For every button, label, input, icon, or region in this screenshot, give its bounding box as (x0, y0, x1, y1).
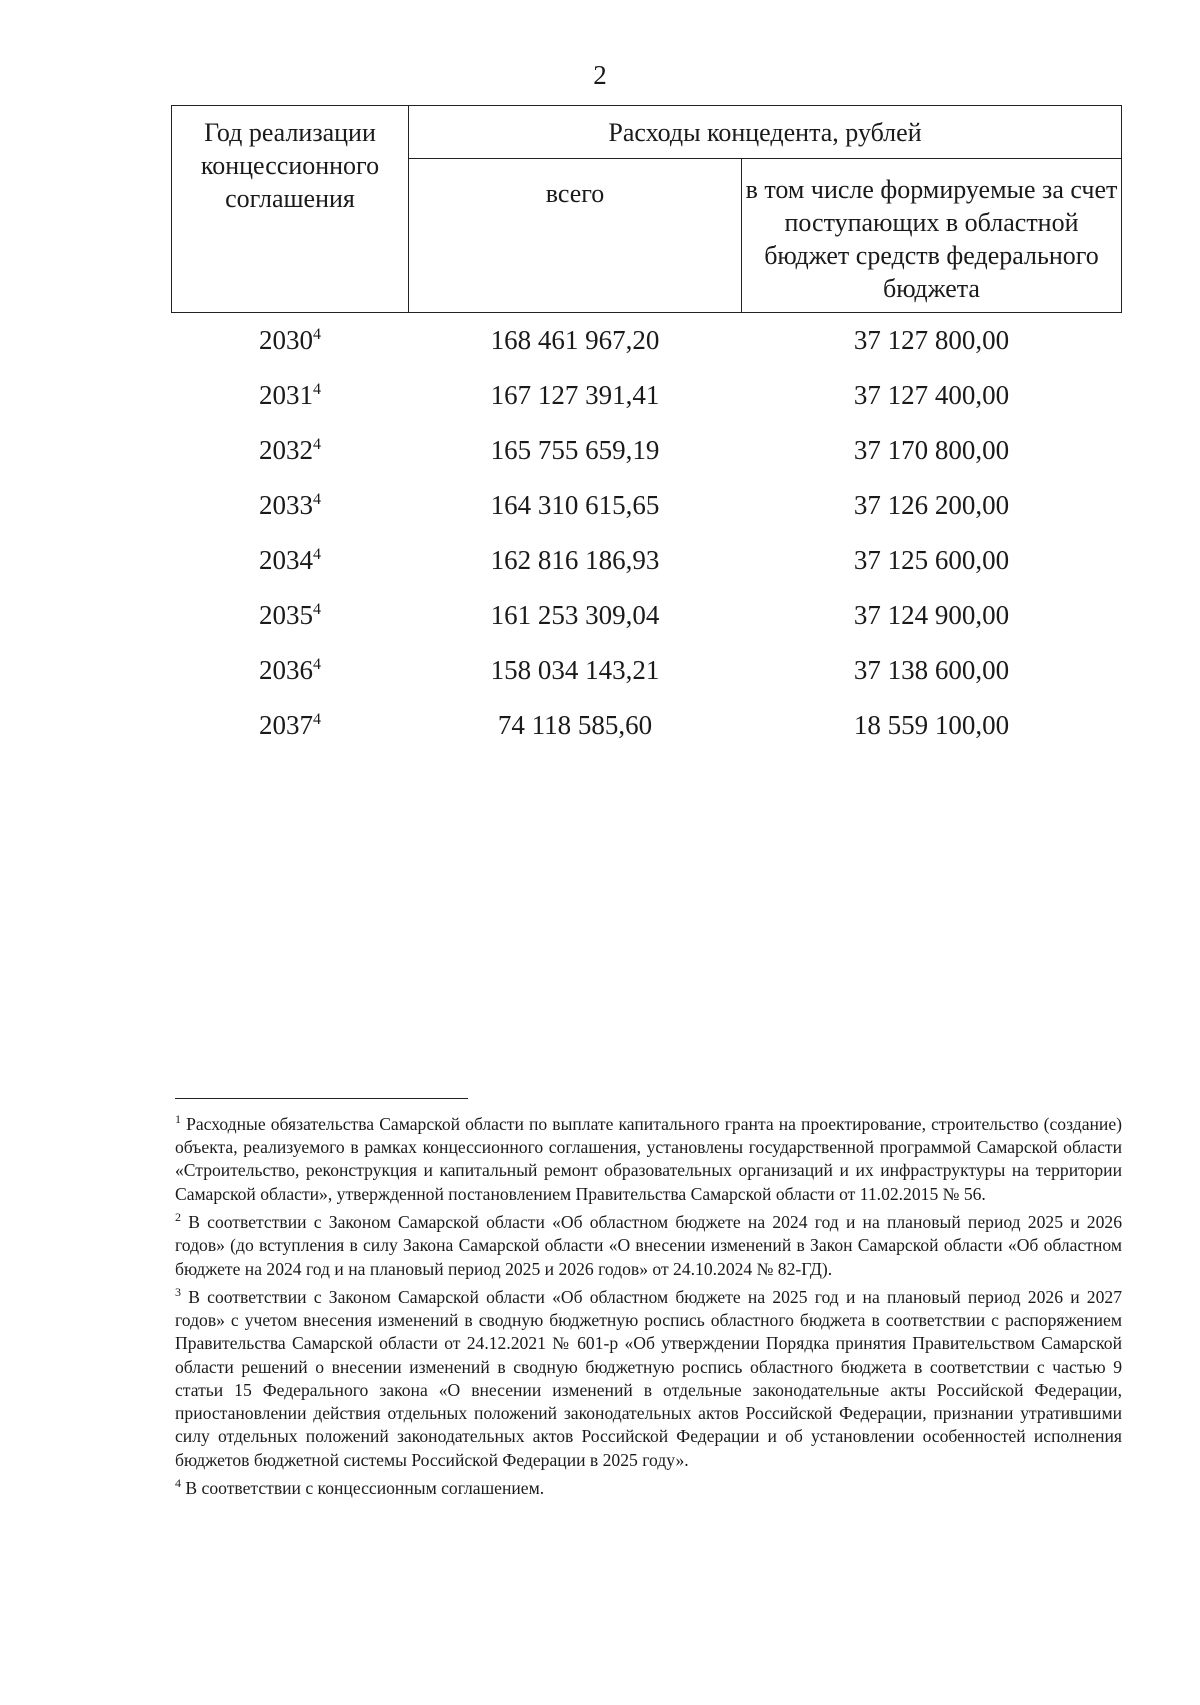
table-row (172, 423, 1122, 478)
cell-federal: 37 124 900,00 (853, 600, 1010, 630)
cell-total: 161 253 309,04 (490, 600, 660, 630)
footnote (175, 1108, 1122, 1206)
cell-total: 165 755 659,19 (490, 435, 660, 465)
table-row (172, 368, 1122, 423)
cell-federal: 37 125 600,00 (853, 545, 1010, 575)
cell-federal: 37 127 400,00 (853, 380, 1010, 410)
footnote-number: 2 (175, 1210, 181, 1225)
footnote-text: Расходные обязательства Самарской области по выплате капитального гранта на проектирование, строительство (создание) объекта, реализуемого в рамках концессионного соглашения, установлены государственной программой Самарской области «Строительство, реконструкция и капитальный ремонт образовательных организаций и их инфраструктуры на территории Самарской области», утвержденной постановлением Правительства Самарской области от 11.02.2015 № 56. (175, 1113, 1122, 1204)
cell-year: 2030$^4$ (259, 325, 321, 355)
footnote-ref: 4 (313, 436, 321, 453)
cell-total: 74 118 585,60 (497, 710, 653, 740)
footnote-ref: 4 (313, 601, 321, 618)
header-year: Год реализации концессионного соглашения (172, 106, 409, 313)
footnote-ref: 4 (313, 711, 321, 728)
cell-year: 2031$^4$ (259, 380, 321, 410)
table-row (172, 478, 1122, 533)
cell-year: 2036$^4$ (259, 655, 321, 685)
header-expenses: Расходы концедента, рублей (409, 106, 1122, 159)
footnote (175, 1472, 1122, 1500)
cell-year: 2032$^4$ (259, 435, 321, 465)
table-row (172, 313, 1122, 369)
footnote (175, 1281, 1122, 1472)
table-body (172, 313, 1122, 754)
cell-federal: 37 170 800,00 (853, 435, 1010, 465)
cell-federal: 37 126 200,00 (853, 490, 1010, 520)
footnotes (175, 1108, 1122, 1500)
cell-total: 158 034 143,21 (490, 655, 660, 685)
cell-year: 2033$^4$ (259, 490, 321, 520)
table-row (172, 533, 1122, 588)
footnote-ref: 4 (313, 491, 321, 508)
footnote-text: В соответствии с концессионным соглашением. (185, 1477, 545, 1498)
page-number: 2 (593, 60, 607, 90)
footnote-text: В соответствии с Законом Самарской области «Об областном бюджете на 2024 год и на плановый период 2025 и 2026 годов» (до вступления в силу Закона Самарской области «О внесении изменений в Закон Самарской области «Об областном бюджете на 2024 год и на плановый период 2025 и 2026 годов» от 24.10.2024 № 82-ГД). (175, 1211, 1122, 1279)
cell-total: 167 127 391,41 (490, 380, 660, 410)
table-row (172, 643, 1122, 698)
footnote-number: 4 (175, 1476, 181, 1491)
footnote-number: 1 (175, 1112, 181, 1126)
table-row (172, 588, 1122, 643)
footnote-ref: 4 (313, 326, 321, 343)
cell-total: 164 310 615,65 (490, 490, 660, 520)
concession-expenses-table (171, 105, 1122, 753)
footnote-number: 3 (175, 1284, 181, 1299)
header-total: всего (409, 159, 742, 313)
footnote-text: В соответствии с Законом Самарской области «Об областном бюджете на 2025 год и на плановый период 2026 и 2027 годов» с учетом внесения изменений в сводную бюджетную роспись областного бюджета в соответствии с распоряжением Правительства Самарской области от 24.12.2021 № 601-р «Об утверждении Порядка принятия Правительством Самарской области решений о внесении изменений в сводную бюджетную роспись областного бюджета в соответствии с частью 9 статьи 15 Федерального закона «О внесении изменений в отдельные законодательные акты Российской Федерации, приостановлении действия отдельных положений законодательных актов Российской Федерации, признании утратившими силу отдельных положений законодательных актов Российской Федерации и об установлении особенностей исполнения бюджетов бюджетной системы Российской Федерации в 2025 году». (175, 1286, 1122, 1470)
footnote (175, 1206, 1122, 1281)
cell-total: 168 461 967,20 (490, 325, 660, 355)
cell-year: 2035$^4$ (259, 600, 321, 630)
footnote-ref: 4 (313, 381, 321, 398)
cell-year: 2037$^4$ (259, 710, 321, 740)
cell-federal: 18 559 100,00 (853, 710, 1010, 740)
cell-year: 2034$^4$ (259, 545, 321, 575)
footnote-ref: 4 (313, 546, 321, 563)
cell-federal: 37 138 600,00 (853, 655, 1010, 685)
footnote-divider (175, 1098, 468, 1099)
cell-total: 162 816 186,93 (490, 545, 660, 575)
cell-federal: 37 127 800,00 (853, 325, 1010, 355)
footnote-ref: 4 (313, 656, 321, 673)
table-row (172, 698, 1122, 753)
header-federal: в том числе формируемые за счет поступающих в областной бюджет средств федерального бюджета (742, 159, 1122, 313)
